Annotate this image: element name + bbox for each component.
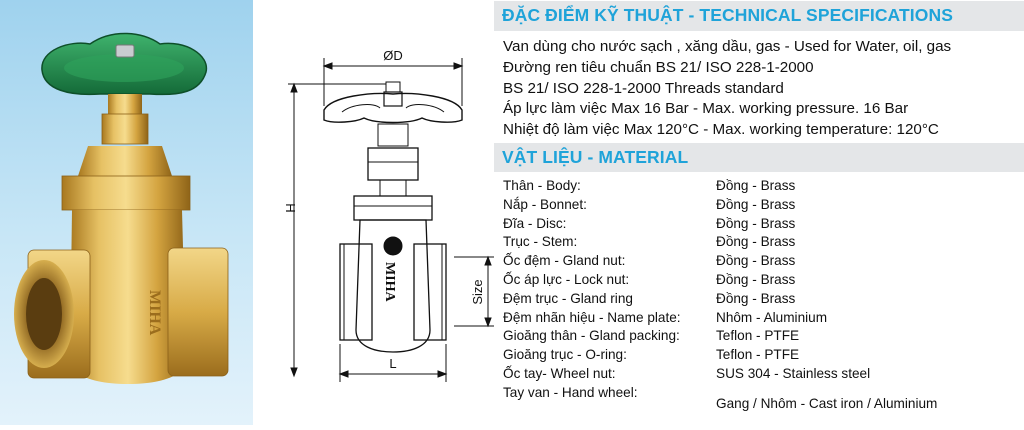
part-name: Gioăng trục - O-ring: xyxy=(503,347,627,363)
technical-drawing xyxy=(262,0,494,425)
part-material: Đồng - Brass xyxy=(716,196,796,212)
table-row xyxy=(503,197,1023,216)
diameter-label: ØD xyxy=(383,48,403,63)
tech-line: Đường ren tiêu chuẩn BS 21/ ISO 228-1-2000 xyxy=(503,58,814,76)
part-material: SUS 304 - Stainless steel xyxy=(716,365,871,381)
tech-line: Áp lực làm việc Max 16 Bar - Max. working pressure. 16 Bar xyxy=(503,100,909,118)
part-material: Gang / Nhôm - Cast iron / Aluminium xyxy=(716,395,938,411)
size-label: Size xyxy=(470,279,485,305)
table-row xyxy=(503,366,1023,385)
drawing-brand: MIHA xyxy=(382,262,397,302)
material-title: VẬT LIỆU - MATERIAL xyxy=(502,147,689,167)
material-header xyxy=(494,143,1024,172)
tech-spec-list xyxy=(503,37,951,141)
part-name: Trục - Stem: xyxy=(503,234,578,250)
part-name: Ốc tay- Wheel nut: xyxy=(503,365,616,381)
tech-line: Van dùng cho nước sạch , xăng dầu, gas - Used for Water, oil, gas xyxy=(503,38,952,55)
table-row xyxy=(503,178,1023,197)
part-material: Đồng - Brass xyxy=(716,234,796,250)
part-name: Ốc áp lực - Lock nut: xyxy=(503,271,630,287)
part-material: Đồng - Brass xyxy=(716,215,796,231)
gate-valve-photo xyxy=(0,0,253,425)
material-table xyxy=(503,178,1023,411)
table-row xyxy=(503,253,1023,272)
part-name: Nắp - Bonnet: xyxy=(503,196,587,212)
product-photo xyxy=(0,0,253,425)
table-row xyxy=(503,216,1023,235)
part-material: Đồng - Brass xyxy=(716,253,796,269)
table-row xyxy=(503,234,1023,253)
table-row xyxy=(503,272,1023,291)
valve-dimension-drawing xyxy=(262,0,494,425)
tech-line: BS 21/ ISO 228-1-2000 Threads standard xyxy=(503,79,784,97)
svg-text:MIHA: MIHA xyxy=(146,290,163,336)
height-label: H xyxy=(283,203,298,213)
part-material: Đồng - Brass xyxy=(716,271,796,287)
tech-spec-header xyxy=(494,1,1024,31)
table-row xyxy=(503,328,1023,347)
part-material: Teflon - PTFE xyxy=(716,347,800,363)
part-name: Gioăng thân - Gland packing: xyxy=(503,328,680,344)
part-name: Đệm trục - Gland ring xyxy=(503,290,633,306)
table-row xyxy=(503,384,1023,411)
table-row xyxy=(503,310,1023,329)
tech-line: Nhiệt độ làm việc Max 120°C - Max. working temperature: 120°C xyxy=(503,121,939,139)
table-row xyxy=(503,347,1023,366)
part-material: Nhôm - Aluminium xyxy=(716,309,828,325)
part-material: Đồng - Brass xyxy=(716,290,796,306)
part-material: Đồng - Brass xyxy=(716,178,796,193)
tech-spec-title: ĐẶC ĐIỂM KỸ THUẬT - TECHNICAL SPECIFICATIONS xyxy=(502,5,953,25)
part-name: Tay van - Hand wheel: xyxy=(503,384,638,400)
table-row xyxy=(503,291,1023,310)
specifications-panel xyxy=(494,0,1024,425)
part-name: Đĩa - Disc: xyxy=(503,215,567,231)
part-name: Ốc đệm - Gland nut: xyxy=(503,253,626,269)
length-label: L xyxy=(389,356,397,371)
part-material: Teflon - PTFE xyxy=(716,328,800,344)
part-name: Thân - Body: xyxy=(503,178,581,193)
part-name: Đệm nhãn hiệu - Name plate: xyxy=(503,309,681,325)
